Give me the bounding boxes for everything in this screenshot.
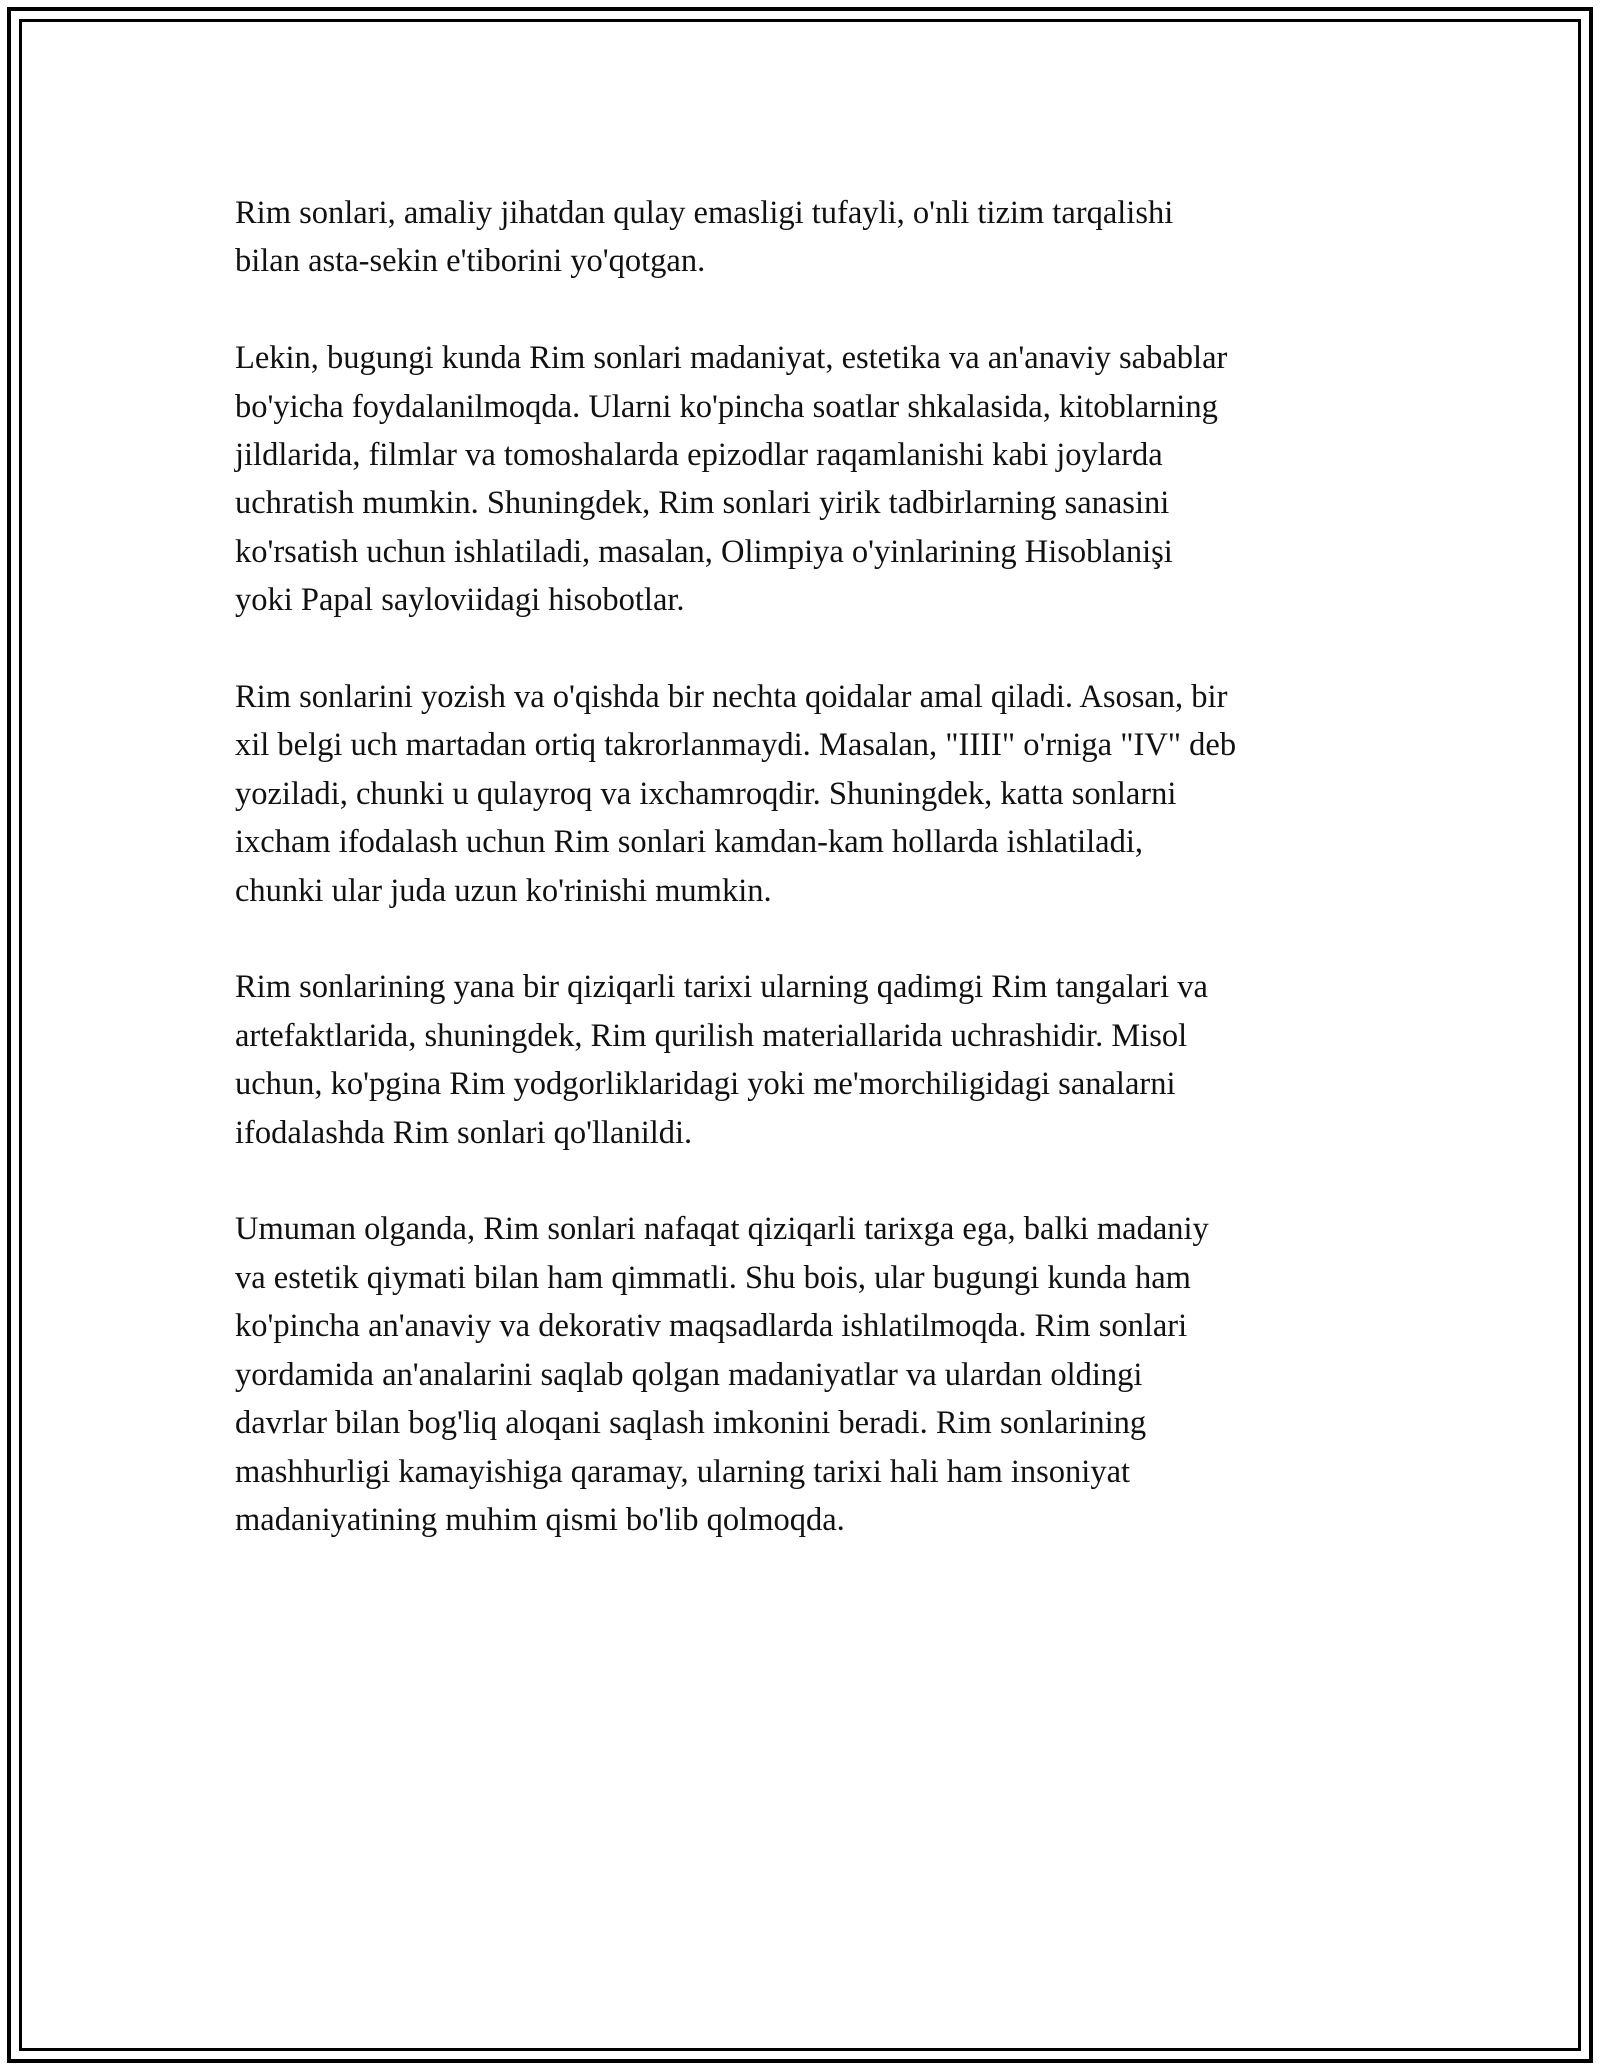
- text-line: ko'rsatish uchun ishlatiladi, masalan, Olimpiya o'yinlarining Hisoblanişi: [235, 533, 1173, 570]
- text-line: jildlarida, filmlar va tomoshalarda epizodlar raqamlanishi kabi joylarda: [235, 437, 1163, 474]
- text-line: Rim sonlarini yozish va o'qishda bir nechta qoidalar amal qiladi. Asosan, bir: [235, 679, 1228, 716]
- text-line: davrlar bilan bog'liq aloqani saqlash imkonini beradi. Rim sonlarining: [235, 1405, 1147, 1442]
- paragraph-2: [235, 334, 1385, 624]
- text-line: va estetik qiymati bilan ham qimmatli. Shu bois, ular bugungi kunda ham: [235, 1259, 1191, 1296]
- text-line: Lekin, bugungi kunda Rim sonlari madaniyat, estetika va an'anaviy sabablar: [235, 340, 1228, 377]
- paragraph-1: [235, 189, 1385, 286]
- paragraph-3: [235, 673, 1385, 915]
- text-line: xil belgi uch martadan ortiq takrorlanmaydi. Masalan, "IIII" o'rniga "IV" deb: [235, 727, 1237, 764]
- text-line: ko'pincha an'anaviy va dekorativ maqsadlarda ishlatilmoqda. Rim sonlari: [235, 1308, 1188, 1345]
- text-line: Umuman olganda, Rim sonlari nafaqat qiziqarli tarixga ega, balki madaniy: [235, 1211, 1209, 1248]
- text-line: bilan asta-sekin e'tiborini yo'qotgan.: [235, 243, 706, 280]
- text-line: chunki ular juda uzun ko'rinishi mumkin.: [235, 872, 772, 909]
- text-line: Rim sonlari, amaliy jihatdan qulay emasligi tufayli, o'nli tizim tarqalishi: [235, 195, 1174, 231]
- text-line: yoziladi, chunki u qulayroq va ixchamroqdir. Shuningdek, katta sonlarni: [235, 775, 1177, 812]
- text-line: mashhurligi kamayishiga qaramay, ularning tarixi hali ham insoniyat: [235, 1453, 1131, 1490]
- paragraph-5: [235, 1205, 1385, 1544]
- text-line: artefaktlarida, shuningdek, Rim qurilish materiallarida uchrashidir. Misol: [235, 1017, 1188, 1054]
- text-line: Rim sonlarining yana bir qiziqarli tarixi ularning qadimgi Rim tangalari va: [235, 969, 1208, 1006]
- text-line: ifodalashda Rim sonlari qo'llanildi.: [235, 1114, 693, 1151]
- text-line: yordamida an'analarini saqlab qolgan madaniyatlar va ulardan oldingi: [235, 1356, 1143, 1393]
- text-line: uchun, ko'pgina Rim yodgorliklaridagi yoki me'morchiligidagi sanalarni: [235, 1066, 1176, 1103]
- text-line: yoki Papal sayloviidagi hisobotlar.: [235, 582, 685, 619]
- text-line: ixcham ifodalash uchun Rim sonlari kamdan-kam hollarda ishlatiladi,: [235, 824, 1143, 861]
- text-line: madaniyatining muhim qismi bo'lib qolmoqda.: [235, 1501, 845, 1538]
- paragraph-4: [235, 963, 1385, 1157]
- document-body: [235, 189, 1385, 1593]
- text-line: uchratish mumkin. Shuningdek, Rim sonlari yirik tadbirlarning sanasini: [235, 485, 1170, 522]
- text-line: bo'yicha foydalanilmoqda. Ularni ko'pincha soatlar shkalasida, kitoblarning: [235, 388, 1218, 425]
